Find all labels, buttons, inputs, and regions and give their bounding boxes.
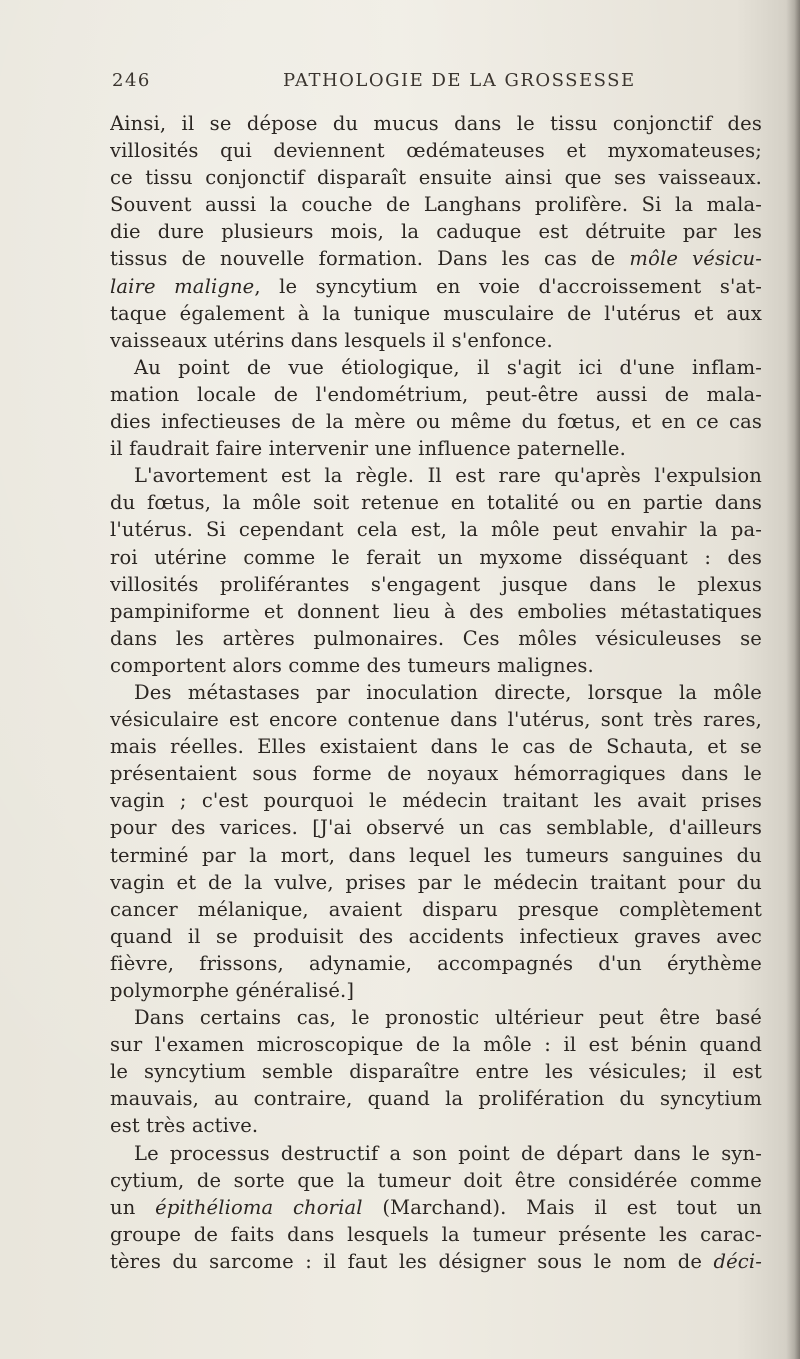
line-text: cancer mélanique, avaient disparu presque complètement [110,897,762,921]
text-line [110,679,762,706]
line-text: vagin et de la vulve, prises par le médecin traitant pour du [110,870,762,894]
text-line [110,598,762,625]
italic-term: laire maligne [110,274,255,298]
line-text: Des métastases par inoculation directe, lorsque la môle [134,680,762,704]
line-text: sur l'examen microscopique de la môle : il est bénin quand [110,1033,762,1057]
line-text: du fœtus, la môle soit retenue en totalité ou en partie dans [110,491,762,515]
line-text: Au point de vue étiologique, il s'agit ici d'une inflam- [134,355,762,379]
line-text: dans les artères pulmonaires. Ces môles vésiculeuses se [110,626,762,650]
line-text: villosités qui deviennent œdémateuses et myxomateuses; [110,139,762,163]
text-line [110,381,762,408]
text-line [110,733,762,760]
line-text: vaisseaux utérins dans lesquels il s'enfonce. [110,328,553,352]
line-text: L'avortement est la règle. Il est rare qu'après l'expulsion [134,464,762,488]
text-line [110,544,762,571]
italic-term: épithélioma chorial [155,1195,363,1219]
line-text: tissus de nouvelle formation. Dans les cas de [110,247,630,271]
text-line [110,245,762,272]
line-text: mais réelles. Elles existaient dans le cas de Schauta, et se [110,735,762,759]
line-text: l'utérus. Si cependant cela est, la môle peut envahir la pa- [110,518,762,542]
text-line [110,191,762,218]
text-line [110,814,762,841]
line-text: présentaient sous forme de noyaux hémorragiques dans le [110,762,762,786]
text-line [110,1194,762,1221]
line-text: fièvre, frissons, adynamie, accompagnés d'un érythème [110,951,762,975]
text-line [110,1031,762,1058]
line-text: groupe de faits dans lesquels la tumeur présente les carac- [110,1222,762,1246]
line-text: cytium, de sorte que la tumeur doit être considérée comme [110,1168,762,1192]
line-text: villosités proliférantes s'engagent jusque dans le plexus [110,572,762,596]
line-text: dies infectieuses de la mère ou même du fœtus, et en ce cas [110,410,762,434]
text-line [110,1112,762,1139]
text-line [110,327,762,354]
text-line [110,1058,762,1085]
text-line [110,354,762,381]
line-text: tères du sarcome : il faut les désigner sous le nom de [110,1249,714,1273]
line-text: comportent alors comme des tumeurs malignes. [110,653,594,677]
line-text: un [110,1195,156,1219]
text-line [110,110,762,137]
text-line [110,977,762,1004]
text-line [110,896,762,923]
line-text: Dans certains cas, le pronostic ultérieur peut être basé [134,1006,762,1030]
text-line [110,1085,762,1112]
line-text: Le processus destructif a son point de départ dans le syn- [134,1141,762,1165]
text-line [110,787,762,814]
line-text: ce tissu conjonctif disparaît ensuite ainsi que ses vaisseaux. [110,166,762,190]
text-line [110,218,762,245]
italic-term: déci- [713,1249,762,1273]
text-line [110,489,762,516]
line-text: vagin ; c'est pourquoi le médecin traitant les avait prises [110,789,762,813]
line-text: Ainsi, il se dépose du mucus dans le tissu conjonctif des [110,112,762,135]
text-line [110,652,762,679]
line-text: polymorphe généralisé.] [110,979,355,1002]
text-line [110,164,762,191]
text-line [110,408,762,435]
text-line [110,1248,762,1275]
text-line [110,869,762,896]
line-text: taque également à la tunique musculaire de l'utérus et aux [110,301,762,325]
text-line [110,1140,762,1167]
text-line [110,137,762,164]
text-line [110,760,762,787]
line-text: vésiculaire est encore contenue dans l'utérus, sont très rares, [110,708,762,732]
page-edge-shadow [786,0,800,1359]
line-text: mauvais, au contraire, quand la prolifération du syncytium [110,1087,762,1111]
text-line [110,923,762,950]
line-text: le syncytium semble disparaître entre les vésicules; il est [110,1060,762,1084]
page-header [112,68,760,96]
italic-term: môle vésicu- [629,247,762,271]
page-number: 246 [112,70,151,91]
text-line [110,300,762,327]
line-text: pour des varices. [J'ai observé un cas semblable, d'ailleurs [110,816,762,840]
line-text: Souvent aussi la couche de Langhans prolifère. Si la mala- [110,193,762,217]
text-line [110,625,762,652]
text-line [110,435,762,462]
text-line [110,273,762,300]
line-text: mation locale de l'endométrium, peut-être aussi de mala- [110,382,762,406]
text-line [110,516,762,543]
line-text: roi utérine comme le ferait un myxome disséquant : des [110,545,762,569]
text-line [110,462,762,489]
line-text: , le syncytium en voie d'accroissement s'at- [254,274,762,298]
text-line [110,706,762,733]
text-line [110,950,762,977]
line-text: est très active. [110,1114,259,1138]
line-text: terminé par la mort, dans lequel les tumeurs sanguines du [110,843,762,867]
body-text [110,110,762,1275]
text-line [110,1004,762,1031]
text-line [110,1167,762,1194]
line-text: die dure plusieurs mois, la caduque est détruite par les [110,220,762,244]
line-text: il faudrait faire intervenir une influence paternelle. [110,437,626,461]
text-line [110,842,762,869]
text-line [110,571,762,598]
line-text: quand il se produisit des accidents infectieux graves avec [110,924,762,948]
line-text: pampiniforme et donnent lieu à des embolies métastatiques [110,599,762,623]
line-text: (Marchand). Mais il est tout un [362,1195,762,1219]
text-line [110,1221,762,1248]
running-title: PATHOLOGIE DE LA GROSSESSE [283,70,636,91]
